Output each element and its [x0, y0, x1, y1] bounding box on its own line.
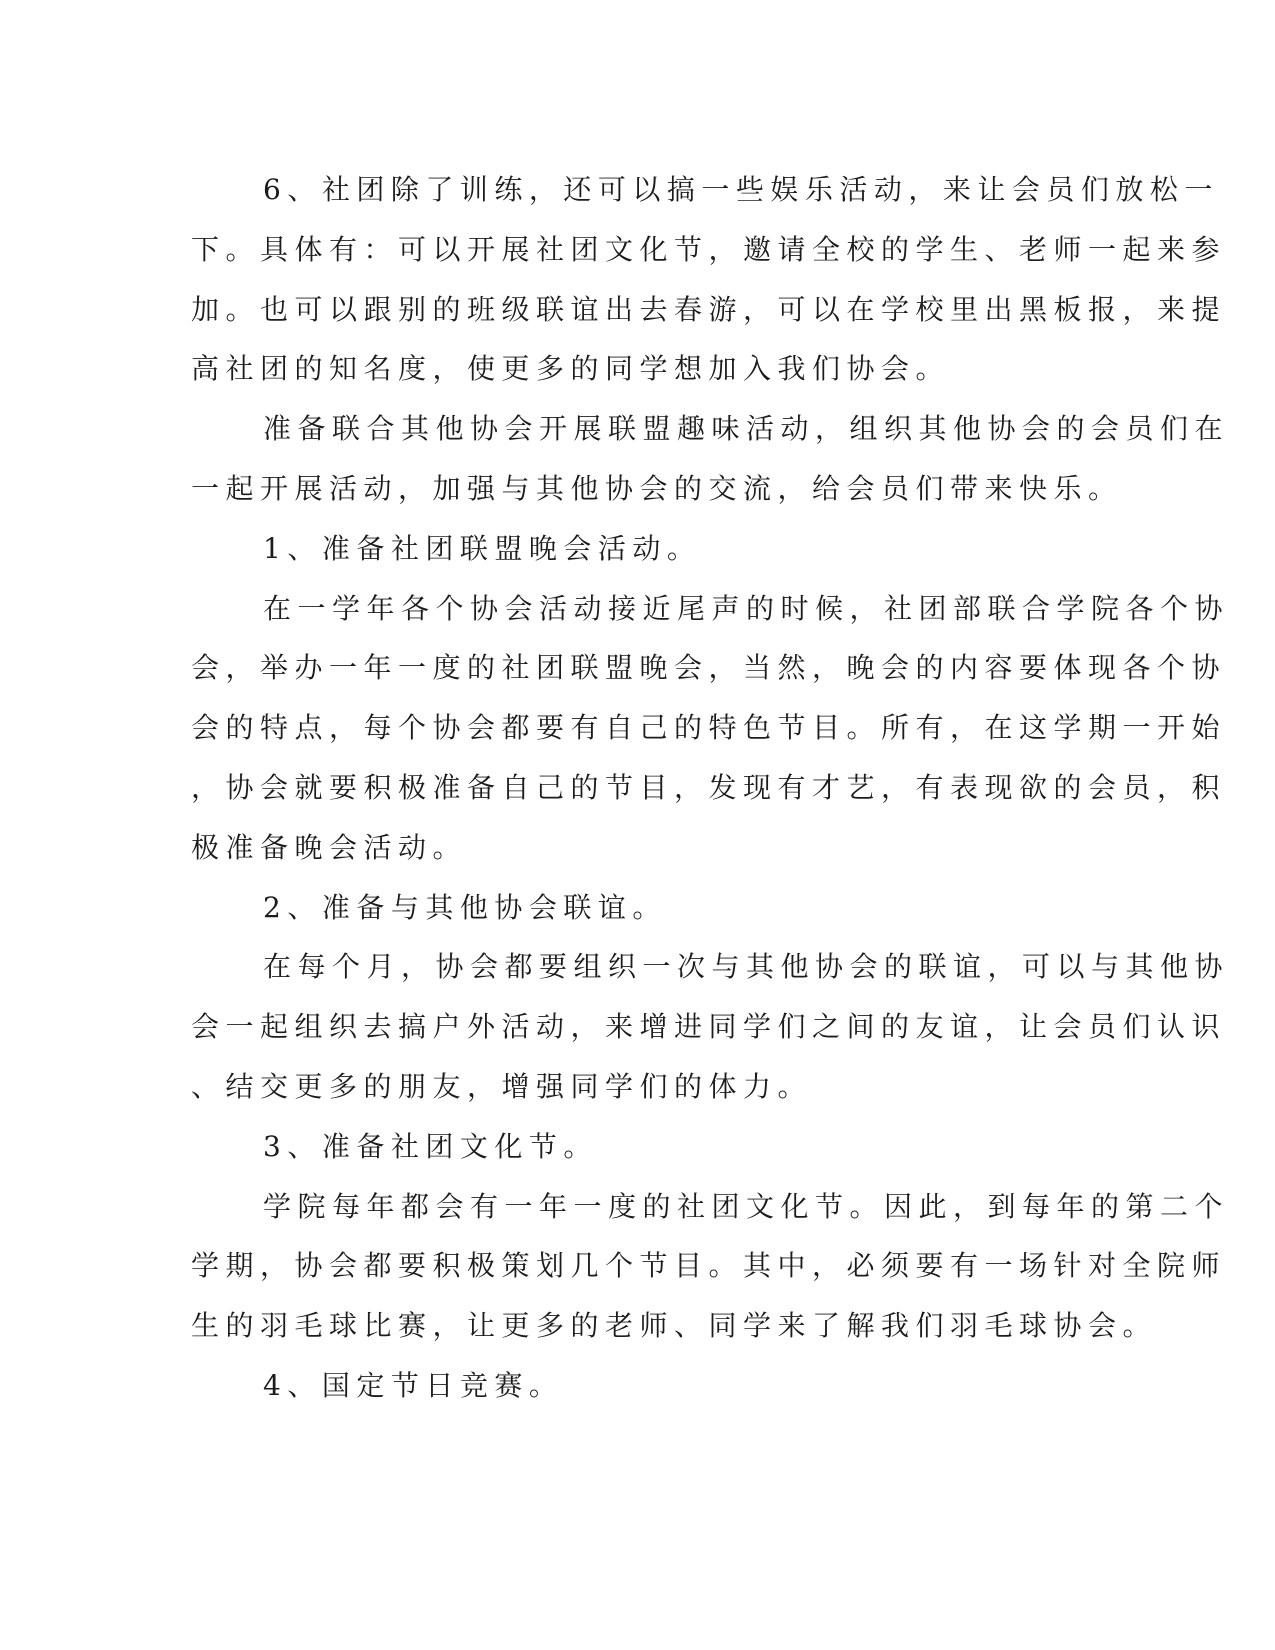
- section-heading: 3、准备社团文化节。: [263, 1129, 598, 1163]
- section-heading: 4、国定节日竞赛。: [263, 1368, 564, 1402]
- paragraph-line: 会一起组织去搞户外活动，来增进同学们之间的友谊，让会员们认识: [191, 1010, 1227, 1044]
- paragraph-line: 6、社团除了训练，还可以搞一些娱乐活动，来让会员们放松一: [263, 173, 1219, 206]
- paragraph-line: 一起开展活动，加强与其他协会的交流，给会员们带来快乐。: [191, 471, 1123, 505]
- paragraph-line: 在每个月，协会都要组织一次与其他协会的联谊，可以与其他协: [263, 950, 1230, 984]
- section-heading: 2、准备与其他协会联谊。: [263, 890, 667, 924]
- paragraph-line: ，协会就要积极准备自己的节目，发现有才艺，有表现欲的会员，积: [191, 770, 1227, 804]
- paragraph-line: 准备联合其他协会开展联盟趣味活动，组织其他协会的会员们在: [263, 412, 1230, 446]
- paragraph-line: 、结交更多的朋友，增强同学们的体力。: [191, 1069, 813, 1103]
- paragraph-line: 极准备晚会活动。: [191, 830, 468, 864]
- paragraph-line: 加。也可以跟别的班级联谊出去春游，可以在学校里出黑板报，来提: [191, 292, 1227, 326]
- paragraph-line: 学期，协会都要积极策划几个节目。其中，必须要有一场针对全院师: [191, 1249, 1227, 1283]
- paragraph-line: 会的特点，每个协会都要有自己的特色节目。所有，在这学期一开始: [191, 711, 1227, 745]
- paragraph-line: 学院每年都会有一年一度的社团文化节。因此，到每年的第二个: [263, 1189, 1230, 1223]
- section-heading: 1、准备社团联盟晚会活动。: [263, 531, 702, 565]
- paragraph-line: 会，举办一年一度的社团联盟晚会，当然，晚会的内容要体现各个协: [191, 651, 1227, 685]
- paragraph-line: 在一学年各个协会活动接近尾声的时候，社团部联合学院各个协: [263, 591, 1230, 625]
- paragraph-line: 下。具体有：可以开展社团文化节，邀请全校的学生、老师一起来参: [191, 232, 1227, 266]
- paragraph-line: 生的羽毛球比赛，让更多的老师、同学来了解我们羽毛球协会。: [191, 1309, 1158, 1343]
- document-body: [191, 160, 1230, 1416]
- paragraph-line: 高社团的知名度，使更多的同学想加入我们协会。: [191, 352, 951, 386]
